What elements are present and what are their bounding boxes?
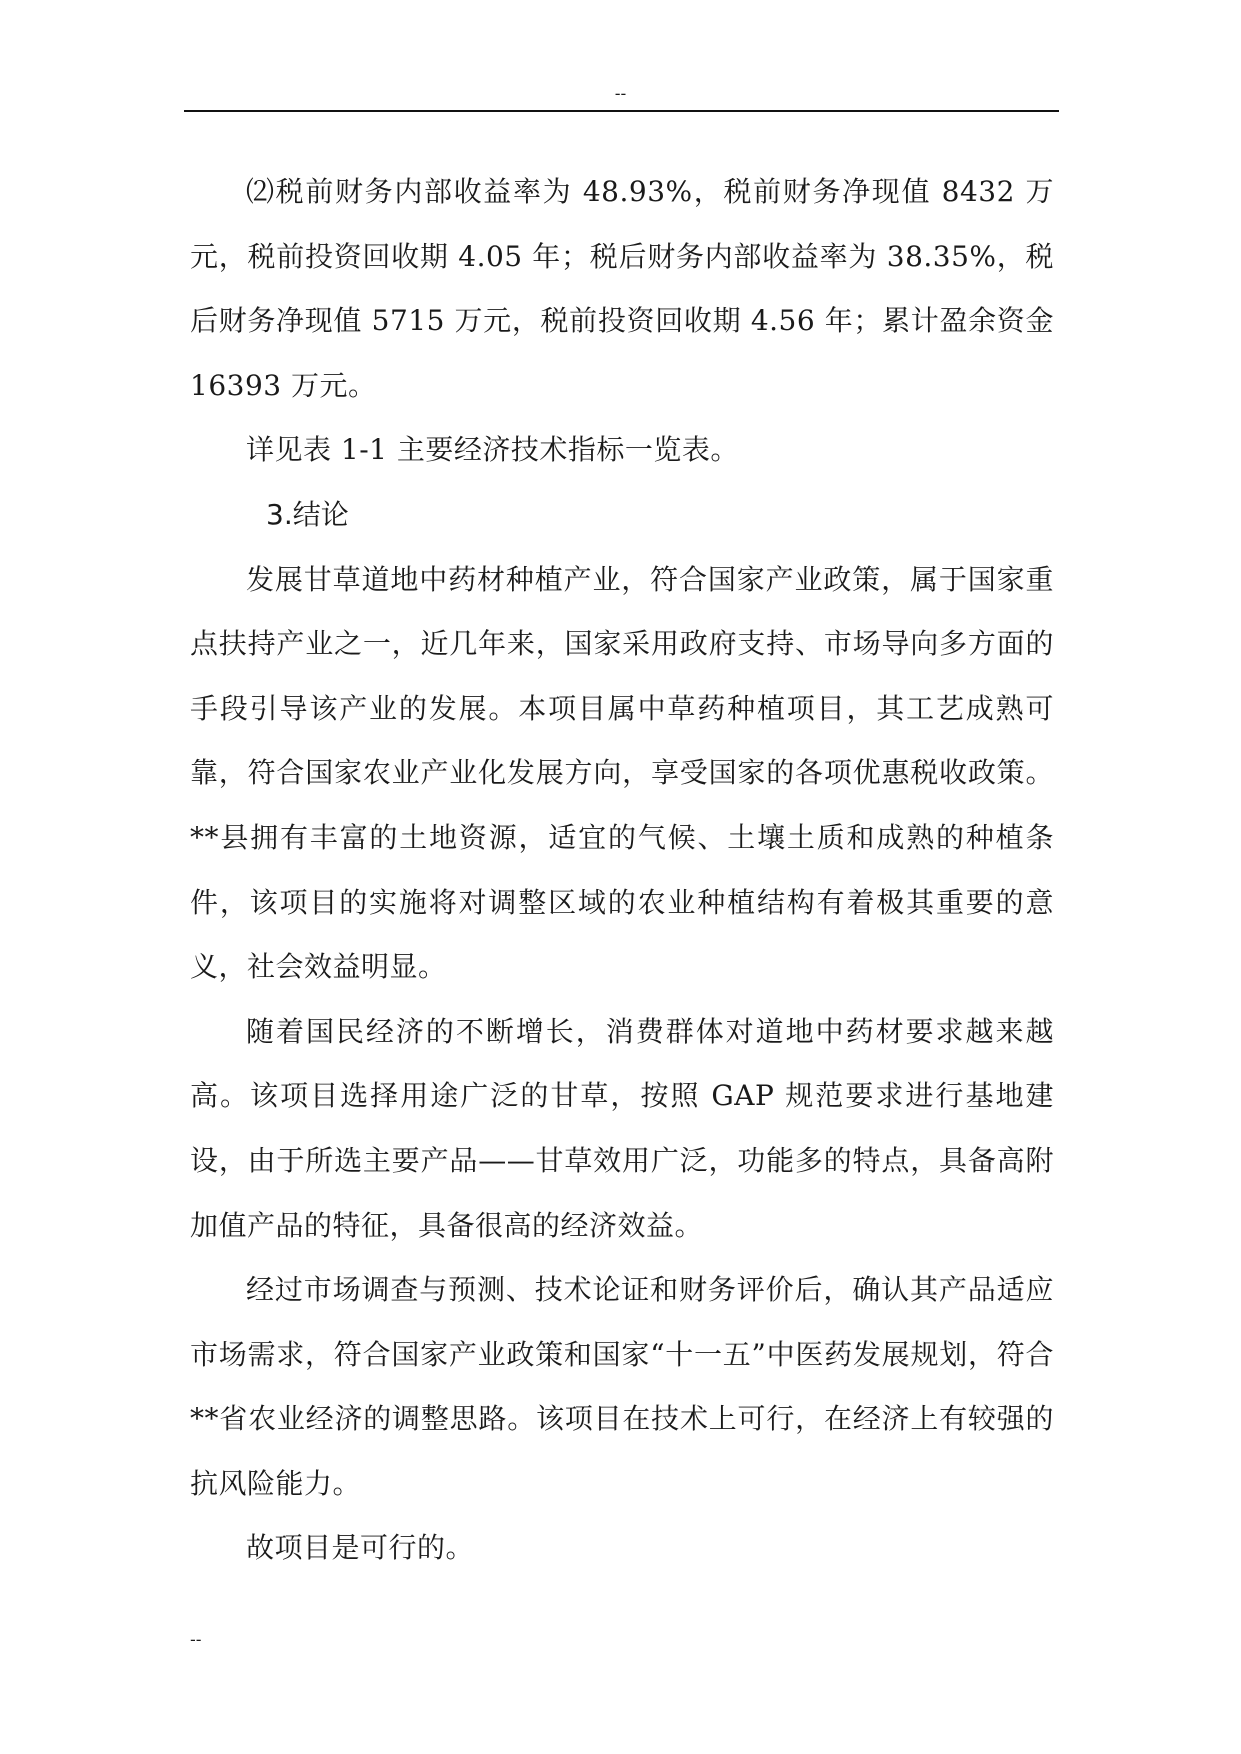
paragraph-market-demand: 随着国民经济的不断增长，消费群体对道地中药材要求越来越高。该项目选择用途广泛的甘草，按照 GAP 规范要求进行基地建设，由于所选主要产品——甘草效用广泛，功能多的特点，具备高附加值产品的特征，具备很高的经济效益。 [190, 1014, 1054, 1242]
section-heading-conclusion: 3.结论 [266, 497, 349, 531]
paragraph-financial-indicators: ⑵税前财务内部收益率为 48.93%，税前财务净现值 8432 万元，税前投资回收期 4.05 年；税后财务内部收益率为 38.35%，税后财务净现值 5715 万元，税前投资回收期 4.56 年；累计盈余资金 16393 万元。 [190, 175, 1054, 402]
paragraph-evaluation: 经过市场调查与预测、技术论证和财务评价后，确认其产品适应市场需求，符合国家产业政策和国家“十一五”中医药发展规划，符合**省农业经济的调整思路。该项目在技术上可行，在经济上有较强的抗风险能力。 [190, 1273, 1054, 1500]
paragraph-final-conclusion: 故项目是可行的。 [246, 1531, 475, 1565]
paragraph-industry-policy: 发展甘草道地中药材种植产业，符合国家产业政策，属于国家重点扶持产业之一，近几年来，国家采用政府支持、市场导向多方面的手段引导该产业的发展。本项目属中草药种植项目，其工艺成熟可靠，符合国家农业产业化发展方向，享受国家的各项优惠税收政策。**县拥有丰富的土地资源，适宜的气候、土壤土质和成熟的种植条件，该项目的实施将对调整区域的农业种植结构有着极其重要的意义，社会效益明显。 [190, 562, 1054, 984]
header-rule [184, 110, 1059, 112]
document-body [190, 160, 1054, 1581]
paragraph-table-reference: 详见表 1-1 主要经济技术指标一览表。 [246, 433, 739, 467]
page-header-mark: -- [614, 84, 627, 103]
page-footer-mark: -- [190, 1630, 202, 1649]
